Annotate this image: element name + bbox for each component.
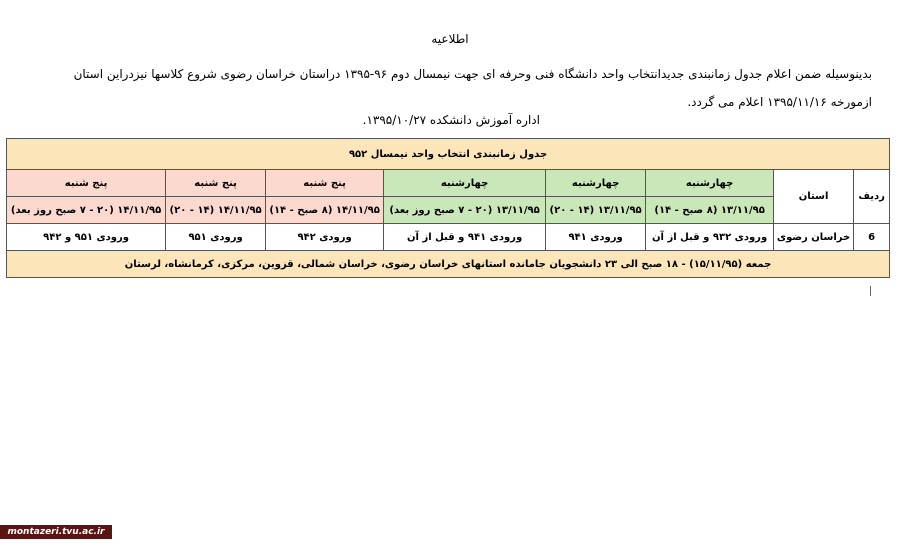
day-header-2: چهارشنبه — [546, 170, 646, 197]
date-header-3: ۱۳/۱۱/۹۵ (۲۰ - ۷ صبح روز بعد) — [384, 197, 546, 224]
row-cell-6: ورودی ۹۵۱ و ۹۴۲ — [7, 224, 166, 251]
table-title-row — [7, 139, 890, 170]
site-watermark: montazeri.tvu.ac.ir — [0, 525, 112, 539]
date-header-5: ۱۴/۱۱/۹۵ (۱۴ - ۲۰) — [166, 197, 266, 224]
date-header-1: ۱۳/۱۱/۹۵ (۸ صبح - ۱۴) — [646, 197, 774, 224]
row-cell-2: ورودی ۹۴۱ — [546, 224, 646, 251]
row-cell-1: ورودی ۹۳۲ و قبل از آن — [646, 224, 774, 251]
row-number: 6 — [854, 224, 890, 251]
table-footer-row — [7, 251, 890, 278]
notice-body: بدینوسیله ضمن اعلام جدول زمانبندی جدیدانتخاب واحد دانشگاه فنی وحرفه ای جهت نیمسال دوم ۹۶-۱۳۹۵ دراستان خراسان رضوی شروع کلاسها نیزدراین استان ازمورخه ۱۳۹۵/۱۱/۱۶ اعلام می گردد. — [73, 67, 872, 109]
day-header-4: پنج شنبه — [266, 170, 384, 197]
notice-title: اطلاعیه — [431, 32, 469, 46]
row-cell-4: ورودی ۹۴۲ — [266, 224, 384, 251]
day-header-5: پنج شنبه — [166, 170, 266, 197]
col-header-row-number: ردیف — [854, 170, 890, 224]
day-header-6: پنج شنبه — [7, 170, 166, 197]
schedule-table — [6, 138, 890, 278]
table-date-row — [7, 197, 890, 224]
day-header-3: چهارشنبه — [384, 170, 546, 197]
notice-office-date: اداره آموزش دانشکده ۱۳۹۵/۱۰/۲۷. — [362, 113, 540, 127]
text-cursor-mark — [870, 286, 871, 296]
date-header-2: ۱۳/۱۱/۹۵ (۱۴ - ۲۰) — [546, 197, 646, 224]
table-footer: جمعه (۱۵/۱۱/۹۵) - ۱۸ صبح الی ۲۳ دانشجویان جامانده استانهای خراسان رضوی، خراسان شمالی، قزوین، مرکزی، کرمانشاه، لرستان — [7, 251, 890, 278]
col-header-province: استان — [774, 170, 854, 224]
table-row — [7, 224, 890, 251]
table-title: جدول زمانبندی انتخاب واحد نیمسال ۹۵۲ — [7, 139, 890, 170]
table-header-row — [7, 170, 890, 197]
row-cell-5: ورودی ۹۵۱ — [166, 224, 266, 251]
date-header-4: ۱۴/۱۱/۹۵ (۸ صبح - ۱۴) — [266, 197, 384, 224]
row-cell-3: ورودی ۹۴۱ و قبل از آن — [384, 224, 546, 251]
day-header-1: چهارشنبه — [646, 170, 774, 197]
date-header-6: ۱۴/۱۱/۹۵ (۲۰ - ۷ صبح روز بعد) — [7, 197, 166, 224]
row-province: خراسان رضوی — [774, 224, 854, 251]
